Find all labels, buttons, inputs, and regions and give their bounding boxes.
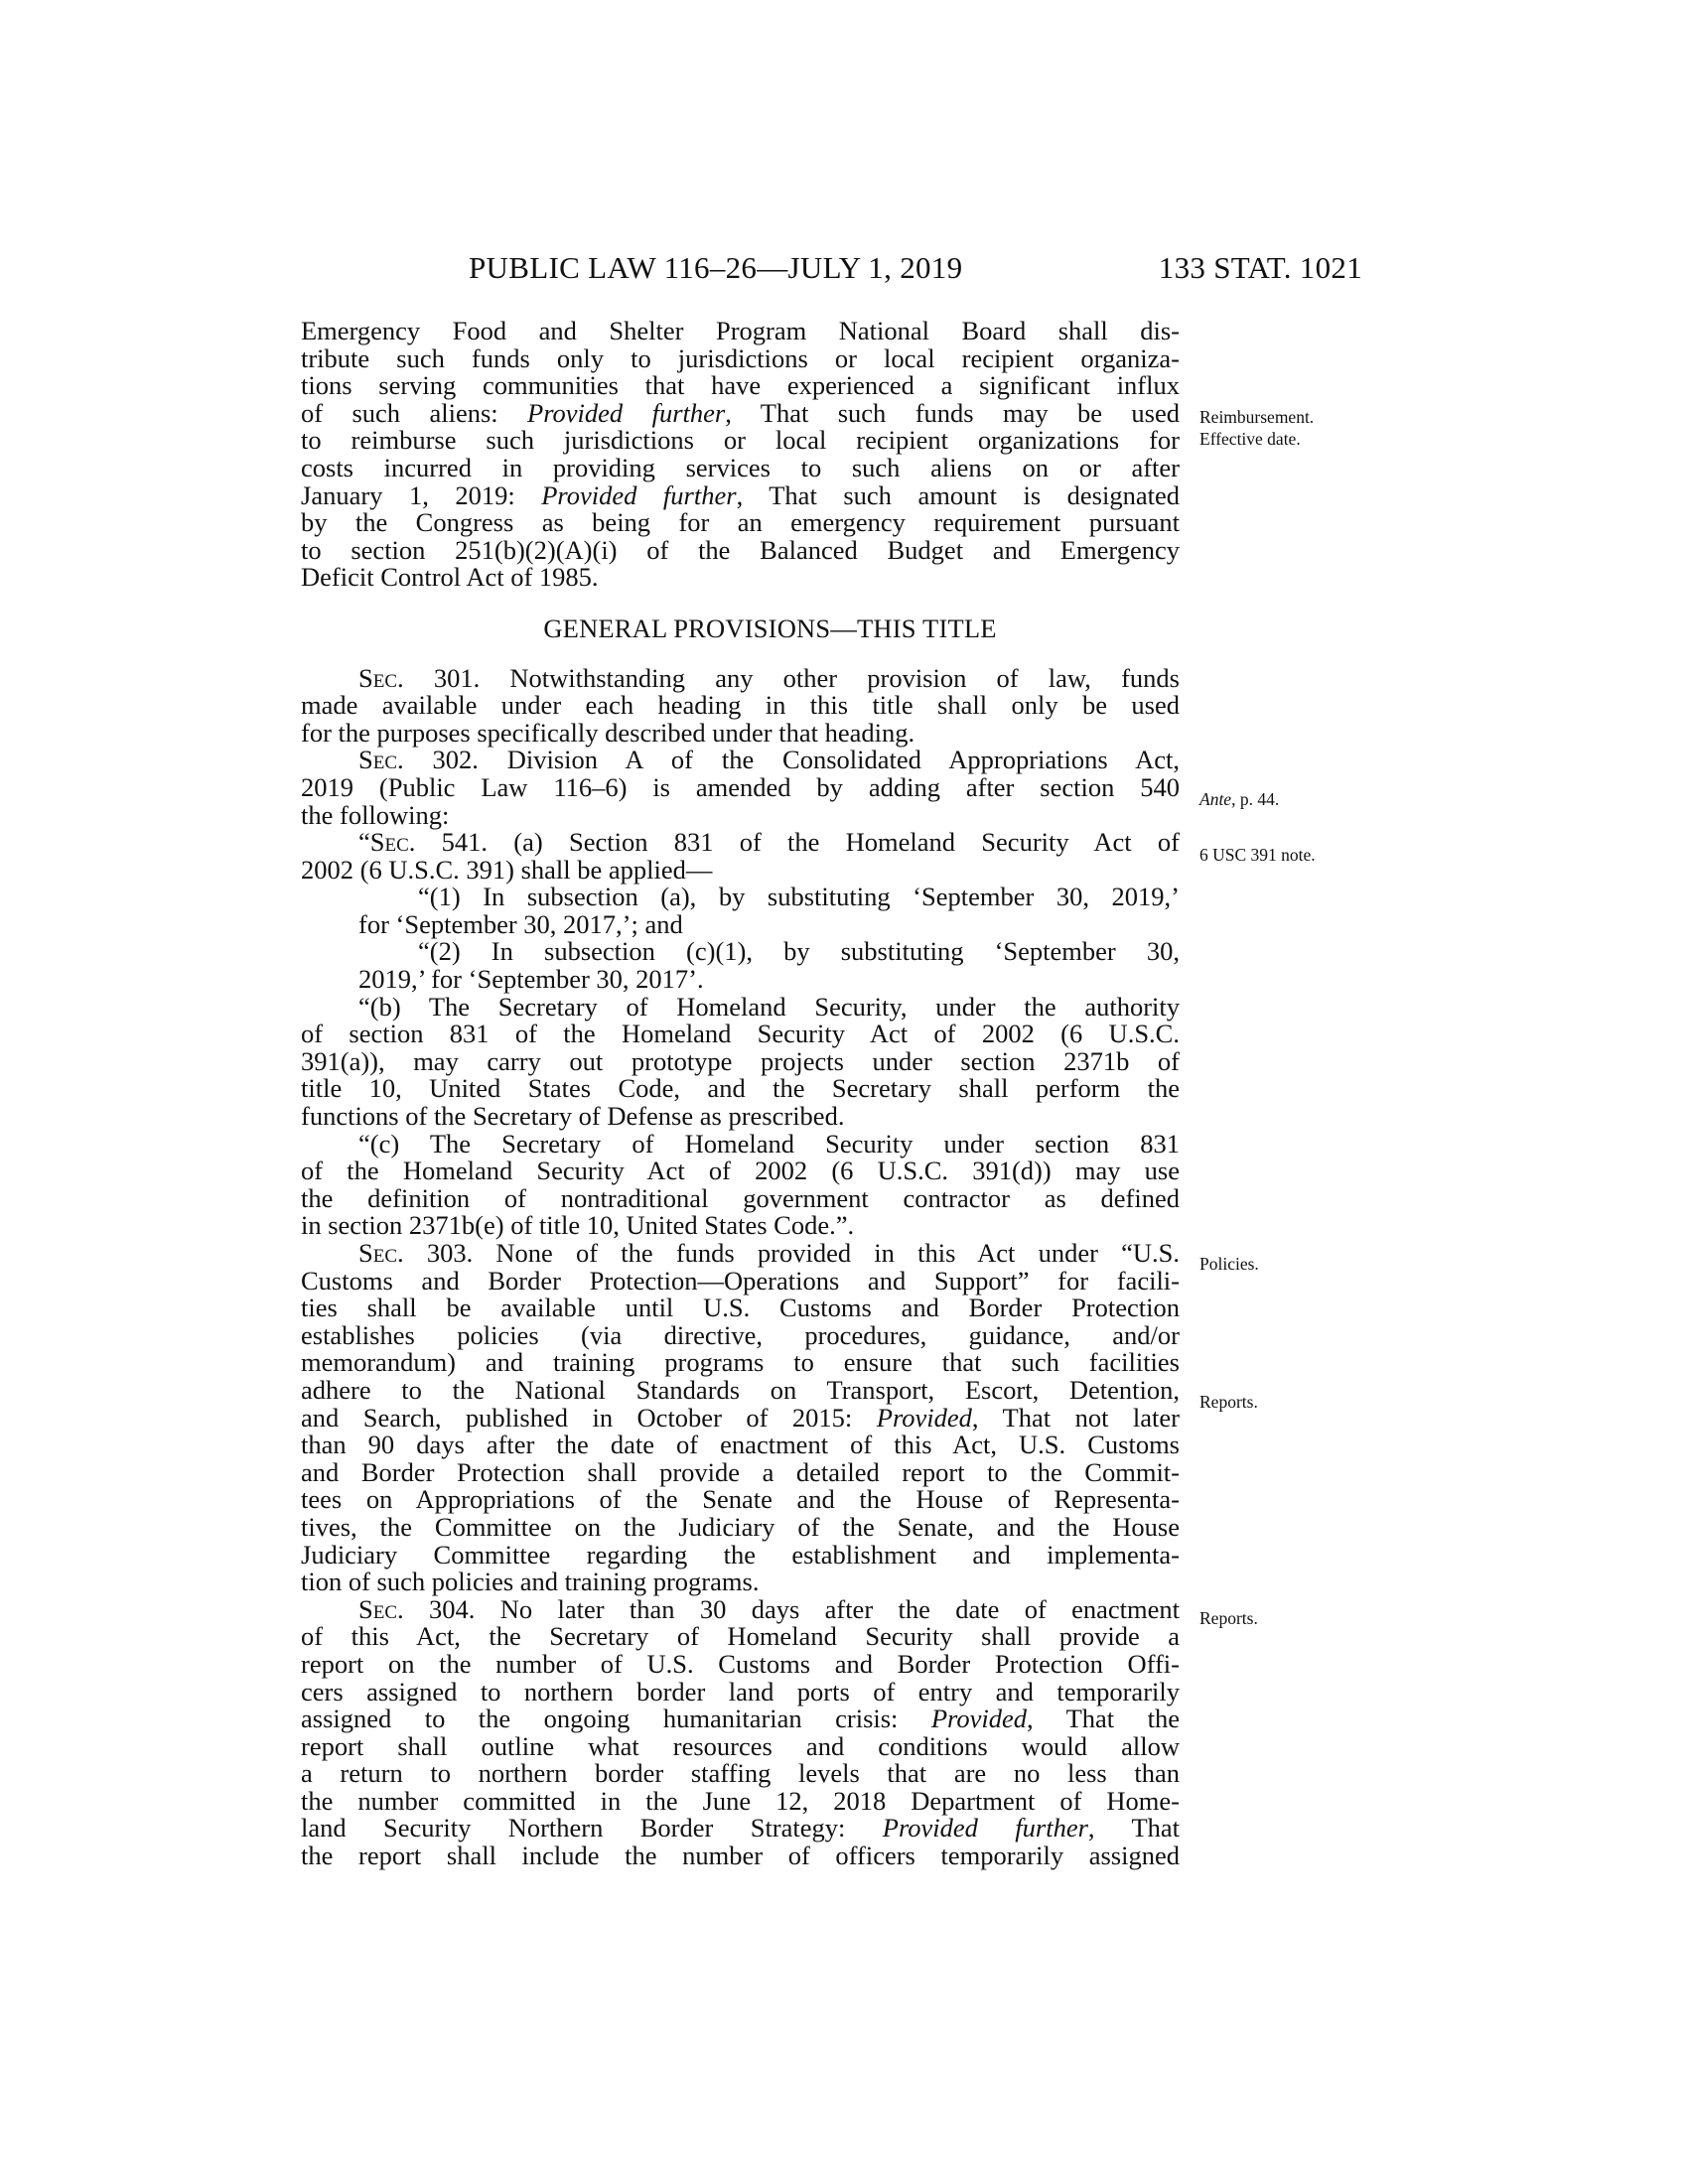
text-segment: . 541. (a) Section 831 of the Homeland Security Act of <box>408 827 1180 858</box>
text-line: to section 251(b)(2)(A)(i) of the Balanced Budget and Emergency <box>301 534 1180 565</box>
text-line: the definition of nontraditional government contractor as defined <box>301 1182 1180 1213</box>
text-line <box>301 397 1180 428</box>
text-line: Emergency Food and Shelter Program National Board shall dis- <box>301 316 1180 345</box>
text-line: of the Homeland Security Act of 2002 (6 U.S.C. 391(d)) may use <box>301 1156 1180 1186</box>
text-line: “(1) In subsection (a), by substituting ‘September 30, 2019,’ <box>418 882 1180 912</box>
running-head <box>469 250 1362 290</box>
text-line <box>301 1593 1180 1624</box>
text-line: costs incurred in providing services to such aliens on or after <box>301 452 1180 482</box>
text-segment: January 1, 2019: <box>301 479 542 510</box>
sec-label: Sec <box>358 745 398 775</box>
margin-note-policies: Policies. <box>1199 1254 1259 1274</box>
text-line: Judiciary Committee regarding the establishment and implementa- <box>301 1539 1180 1570</box>
text-line <box>301 479 1180 510</box>
text-line: ties shall be available until U.S. Customs and Border Protection <box>301 1293 1180 1323</box>
sec-label: Sec <box>358 1238 398 1268</box>
italic-phrase: Provided <box>876 1402 972 1433</box>
text-line: report on the number of U.S. Customs and Border Protection Offi- <box>301 1648 1180 1679</box>
text-line: cers assigned to northern border land ports of entry and temporarily <box>301 1676 1180 1706</box>
text-line: than 90 days after the date of enactment of this Act, U.S. Customs <box>301 1430 1180 1460</box>
text-line: establishes policies (via directive, procedures, guidance, and/or <box>301 1319 1180 1350</box>
text-line: tribute such funds only to jurisdictions or local recipient organiza- <box>301 342 1180 373</box>
italic-phrase: Provided further <box>527 397 726 428</box>
text-segment: and Search, published in October of 2015: <box>301 1402 877 1433</box>
text-line: tion of such policies and training programs. <box>301 1567 760 1597</box>
text-segment: . 304. No later than 30 days after the date of enactment <box>397 1593 1180 1624</box>
text-line: adhere to the National Standards on Transport, Escort, Detention, <box>301 1374 1180 1405</box>
text-line <box>301 1815 1180 1843</box>
page-title: PUBLIC LAW 116–26—JULY 1, 2019 <box>469 250 963 285</box>
text-line: for ‘September 30, 2017,’; and <box>358 908 683 939</box>
text-segment: , That the <box>1027 1704 1180 1734</box>
text-line <box>301 1240 1180 1268</box>
text-line <box>301 1402 1180 1433</box>
margin-note-ante <box>1199 789 1279 810</box>
text-line: 2019,’ for ‘September 30, 2017’. <box>358 964 704 995</box>
text-segment: assigned to the ongoing humanitarian crisis: <box>301 1704 931 1734</box>
text-segment: , That such amount is designated <box>736 479 1180 510</box>
sec-label: Sec <box>369 827 409 858</box>
text-line: report shall outline what resources and conditions would allow <box>301 1730 1180 1761</box>
text-segment: . 301. Notwithstanding any other provision of law, funds <box>397 662 1180 693</box>
text-segment: , p. 44. <box>1231 789 1280 809</box>
text-line: tees on Appropriations of the Senate and the House of Representa- <box>301 1484 1180 1515</box>
italic-phrase: Provided <box>930 1704 1028 1734</box>
text-line: of this Act, the Secretary of Homeland Security shall provide a <box>301 1621 1180 1652</box>
text-line: memorandum) and training programs to ensure that such facilities <box>301 1347 1180 1378</box>
section-heading: GENERAL PROVISIONS—THIS TITLE <box>543 613 997 643</box>
text-line: by the Congress as being for an emergency requirement pursuant <box>301 507 1180 538</box>
text-line: a return to northern border staffing levels that are no less than <box>301 1758 1180 1789</box>
text-line: to reimburse such jurisdictions or local recipient organizations for <box>301 425 1180 456</box>
text-line: of section 831 of the Homeland Security Act of 2002 (6 U.S.C. <box>301 1019 1180 1049</box>
italic-phrase: Ante <box>1199 789 1232 809</box>
text-line: Deficit Control Act of 1985. <box>301 562 599 593</box>
text-line <box>301 747 1180 774</box>
margin-note-usc: 6 USC 391 note. <box>1199 845 1316 865</box>
text-line: title 10, United States Code, and the Secretary shall perform the <box>301 1073 1180 1104</box>
text-line: made available under each heading in this title shall only be used <box>301 690 1180 721</box>
text-line: for the purposes specifically described under that heading. <box>301 717 915 748</box>
text-segment: , That such funds may be used <box>725 397 1180 428</box>
text-line: the report shall include the number of officers temporarily assigned <box>301 1841 1180 1871</box>
text-line: tions serving communities that have experienced a significant influx <box>301 370 1180 401</box>
text-line: 2002 (6 U.S.C. 391) shall be applied— <box>301 854 713 885</box>
text-segment: “ <box>358 827 370 858</box>
margin-note-reports: Reports. <box>1199 1608 1258 1628</box>
stat-page-number: 133 STAT. 1021 <box>1158 250 1362 285</box>
text-line: 391(a)), may carry out prototype projects under section 2371b of <box>301 1045 1180 1076</box>
text-segment: , That <box>1087 1813 1181 1843</box>
text-line: “(c) The Secretary of Homeland Security under section 831 <box>358 1128 1180 1159</box>
body-text <box>301 318 1180 1870</box>
text-line: in section 2371b(e) of title 10, United States Code.”. <box>301 1210 855 1241</box>
sec-label: Sec <box>358 662 398 693</box>
text-line: and Border Protection shall provide a detailed report to the Commit- <box>301 1456 1180 1487</box>
text-segment: land Security Northern Border Strategy: <box>301 1813 883 1843</box>
text-line: “(2) In subsection (c)(1), by substituting ‘September 30, <box>418 936 1180 967</box>
margin-note-reports: Reports. <box>1199 1392 1258 1412</box>
text-line: “(b) The Secretary of Homeland Security, under the authority <box>358 991 1180 1022</box>
italic-phrase: Provided further <box>541 479 737 510</box>
text-segment: . 303. None of the funds provided in this Act under “U.S. <box>397 1238 1180 1268</box>
text-segment: , That not later <box>971 1402 1180 1433</box>
text-line: tives, the Committee on the Judiciary of the Senate, and the House <box>301 1511 1180 1542</box>
text-line: the number committed in the June 12, 2018 Department of Home- <box>301 1785 1180 1816</box>
text-segment: . 302. Division A of the Consolidated Appropriations Act, <box>397 745 1180 775</box>
margin-note-effective-date: Effective date. <box>1199 429 1301 449</box>
text-line <box>301 829 1180 857</box>
text-segment: of such aliens: <box>301 397 528 428</box>
text-line: Customs and Border Protection—Operations and Support” for facili- <box>301 1265 1180 1296</box>
italic-phrase: Provided further <box>882 1813 1088 1843</box>
margin-note-reimbursement: Reimbursement. <box>1199 407 1315 427</box>
text-line: the following: <box>301 799 450 830</box>
text-line: 2019 (Public Law 116–6) is amended by adding after section 540 <box>301 771 1180 802</box>
sec-label: Sec <box>358 1593 398 1624</box>
text-line <box>301 662 1180 693</box>
text-line <box>301 1706 1180 1733</box>
text-line: functions of the Secretary of Defense as prescribed. <box>301 1101 845 1132</box>
